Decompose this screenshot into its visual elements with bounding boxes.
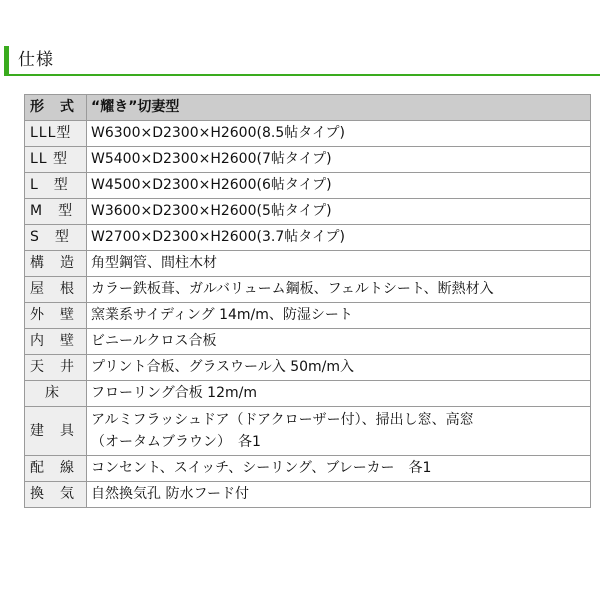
row-label: LLL型 [25,121,87,147]
row-value: W4500×D2300×H2600(6帖タイプ) [87,173,591,199]
row-label: 建 具 [25,407,87,456]
row-value: フローリング合板 12m/m [87,381,591,407]
row-value: W5400×D2300×H2600(7帖タイプ) [87,147,591,173]
table-header-row [25,95,591,121]
row-label: 天 井 [25,355,87,381]
row-label: 外 壁 [25,303,87,329]
section-header [4,46,600,76]
row-label: 換 気 [25,482,87,508]
table-row [25,329,591,355]
table-row [25,251,591,277]
row-value-line: アルミフラッシュドア（ドアクローザー付）、掃出し窓、高窓 [91,412,474,428]
row-value: W2700×D2300×H2600(3.7帖タイプ) [87,225,591,251]
header-label: 形 式 [25,95,87,121]
row-value: W3600×D2300×H2600(5帖タイプ) [87,199,591,225]
row-label: L 型 [25,173,87,199]
row-value: 角型鋼管、間柱木材 [87,251,591,277]
row-value: 窯業系サイディング 14m/m、防湿シート [87,303,591,329]
spec-table [24,94,591,508]
table-row [25,303,591,329]
table-row [25,456,591,482]
table-row [25,225,591,251]
row-value: コンセント、スイッチ、シーリング、ブレーカー 各1 [87,456,591,482]
row-label: 構 造 [25,251,87,277]
header-value: “耀き”切妻型 [87,95,591,121]
row-label: 配 線 [25,456,87,482]
row-value [87,407,591,456]
table-row [25,482,591,508]
row-label: 床 [25,381,87,407]
row-label: 内 壁 [25,329,87,355]
row-value: ビニールクロス合板 [87,329,591,355]
row-label: LL 型 [25,147,87,173]
row-value: カラー鉄板葺、ガルバリューム鋼板、フェルトシート、断熱材入 [87,277,591,303]
accent-bar [4,46,9,74]
table-row [25,199,591,225]
table-row [25,147,591,173]
row-value: プリント合板、グラスウール入 50m/m入 [87,355,591,381]
table-row [25,277,591,303]
row-label: S 型 [25,225,87,251]
row-value: W6300×D2300×H2600(8.5帖タイプ) [87,121,591,147]
table-row [25,173,591,199]
section-title: 仕様 [18,50,54,70]
section-underline [4,74,600,76]
row-label: M 型 [25,199,87,225]
table-row [25,355,591,381]
row-value: 自然換気孔 防水フード付 [87,482,591,508]
table-row [25,381,591,407]
table-row [25,407,591,456]
table-row [25,121,591,147]
row-value-line: （オータムブラウン） 各1 [91,434,261,450]
row-label: 屋 根 [25,277,87,303]
